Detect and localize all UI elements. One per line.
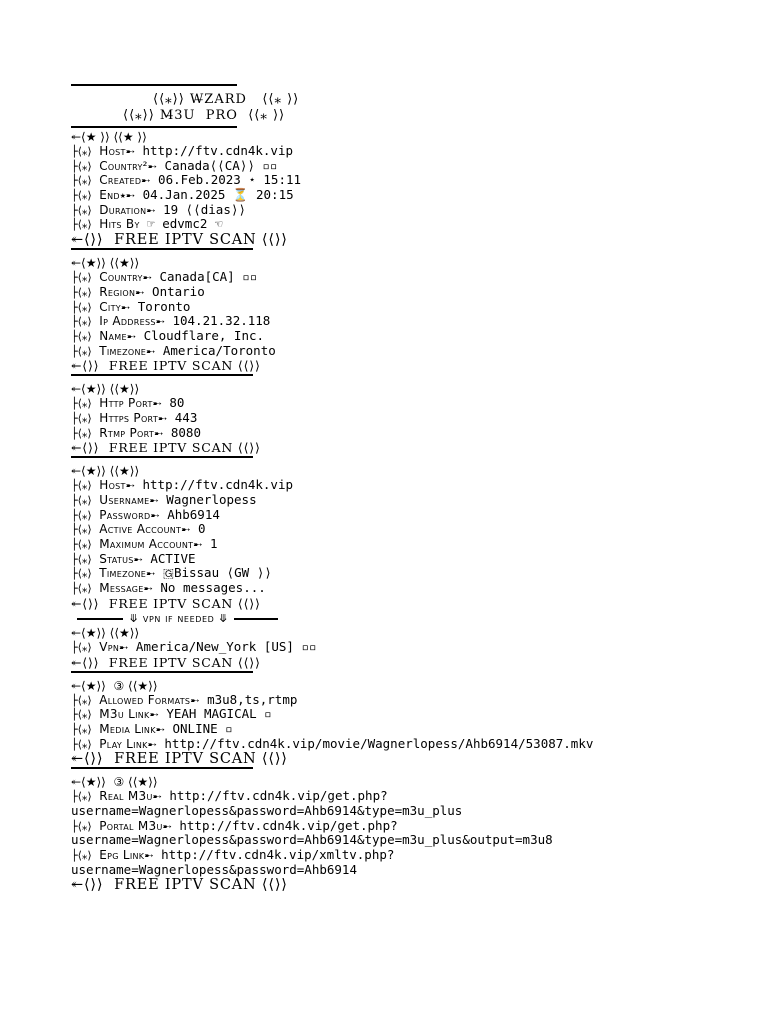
arrow-icon: ➸ [133,552,143,566]
row-prefix: ├⟨⁎⟩ [71,397,92,411]
divider [77,618,123,620]
row-prefix: ├⟨⁎⟩ [71,849,92,862]
arrow-icon: ➸ [158,411,168,425]
scan-footer: ↞⟨⟩⟩ FREE IPTV SCAN ⟨⟨⟩⟩ [71,595,261,611]
row-prefix: ├⟨⁎⟩ [71,508,92,522]
row-value: Canada⟨⟨CA⟩⟩ ▫▫ [164,157,278,173]
row-label: Play Link [99,736,148,751]
section-header: ↞⟨★⟩⟩ ③ ⟨⟨★⟩⟩ [71,775,158,790]
row-label: Timezone [99,566,147,581]
row-label: Timezone [99,343,147,358]
row-label: Duration [99,202,147,217]
divider [71,374,253,376]
row-label: Name [99,328,127,343]
section-account-info [71,144,751,232]
info-row [71,493,751,508]
info-row [71,640,751,655]
row-label: Rtmp Port [99,425,155,440]
row-value: ☞ edvmc2 ☜ [147,216,223,232]
arrow-icon: ➸ [162,819,172,833]
row-prefix: ├⟨⁎⟩ [71,582,92,596]
title-pro: PRO [205,108,238,123]
arrow-icon: ➸ [141,174,151,188]
title-wizard: ⟨⟨⁎⟩⟩ W̶ZARD [153,92,247,107]
row-value[interactable]: http://ftv.cdn4k.vip [142,143,294,158]
row-value: 1 [210,536,218,552]
row-prefix: ├⟨⁎⟩ [71,159,92,173]
row-prefix: ├⟨⁎⟩ [71,285,92,299]
section-credentials [71,478,751,596]
row-value: 80 [169,395,185,411]
title-m3u: ⟨⟨⁎⟩⟩ M̶3U [123,108,196,123]
title-ornament: ⟨⟨⁎ ⟩⟩ [248,108,286,123]
info-row [71,819,751,834]
row-value[interactable]: http://ftv.cdn4k.vip/get.php? [169,788,388,804]
row-value: Toronto [137,298,191,314]
info-row [71,478,751,493]
row-prefix: ├⟨⁎⟩ [71,640,92,654]
row-label: Hits By [99,217,140,232]
info-row [71,848,751,863]
arrow-icon: ➸ [147,159,158,173]
row-prefix: ├⟨⁎⟩ [71,494,92,507]
row-label: Media Link [99,721,156,736]
row-prefix: ├⟨⁎⟩ [71,722,92,736]
row-label: Ip Address [99,314,156,329]
section-header: ↞⟨★⟩⟩ ⟨⟨★⟩⟩ [71,382,140,397]
arrow-icon: ➸ [143,582,153,596]
row-value: 443 [174,409,198,425]
info-row [71,217,751,232]
scan-footer: ↞⟨⟩⟩ FREE IPTV SCAN ⟨⟨⟩⟩ [71,232,288,249]
section-header: ↞⟨★ ⟩⟩ ⟨⟨★ ⟩⟩ [71,130,147,144]
info-row [71,552,751,567]
arrow-icon: ➸ [152,790,162,804]
arrow-icon: ➸ [181,523,191,537]
row-value: No messages... [160,580,266,596]
vpn-divider-label: ⤋ vpn if needed ⤋ [129,611,229,625]
row-prefix: ├⟨⁎⟩ [71,174,92,188]
row-label: Country² [99,158,148,173]
arrow-icon: ➸ [147,737,157,751]
title-ornament: ⟨⟨⁎ ⟩⟩ [262,92,300,107]
row-value: 06.Feb.2023 ⋆ 15:11 [158,172,302,188]
row-value: Ahb6914 [167,506,220,522]
row-value[interactable]: http://ftv.cdn4k.vip/get.php? [179,817,398,833]
row-prefix: ├⟨⁎⟩ [71,693,92,707]
section-links [71,693,751,752]
row-value: m3u8,ts,rtmp [207,691,298,707]
section-header: ↞⟨★⟩⟩ ③ ⟨⟨★⟩⟩ [71,678,158,693]
row-prefix: ├⟨⁎⟩ [71,819,92,833]
info-row [71,144,751,159]
arrow-icon: ➸ [126,329,137,343]
info-row [71,737,751,752]
row-prefix: ├⟨⁎⟩ [71,538,92,552]
row-label: Username [99,493,150,507]
arrow-icon: ➸ [119,640,129,654]
info-row [71,537,751,552]
info-row [71,203,751,218]
info-row [71,426,751,441]
vpn-divider [71,612,751,626]
row-label: City [99,299,121,314]
section-header: ↞⟨★⟩⟩ ⟨⟨★⟩⟩ [71,256,140,271]
info-row [71,270,751,285]
row-value[interactable]: http://ftv.cdn4k.vip/movie/Wagnerlopess/Ahb6914/53087.mkv [164,735,594,751]
info-row [71,396,751,411]
section-header: ↞⟨★⟩⟩ ⟨⟨★⟩⟩ [71,464,140,479]
section-ports [71,396,751,440]
row-prefix: ├⟨⁎⟩ [71,737,92,751]
arrow-icon: ➸ [125,479,135,493]
scan-footer: ↞⟨⟩⟩ FREE IPTV SCAN ⟨⟨⟩⟩ [71,751,288,768]
info-row [71,300,751,315]
row-prefix: ├⟨⁎⟩ [71,329,92,343]
info-row [71,522,751,537]
row-prefix: ├⟨⁎⟩ [71,708,92,722]
row-prefix: ├⟨⁎⟩ [71,411,92,425]
row-value: 104.21.32.118 [172,313,271,329]
arrow-icon: ➸ [142,271,152,285]
section-vpn [71,640,751,655]
info-row [71,344,751,359]
row-prefix: ├⟨⁎⟩ [71,523,92,537]
arrow-icon: ➸ [135,285,145,299]
info-row [71,789,751,804]
section-playlist-links [71,789,751,877]
row-label: Portal M3u [99,818,163,833]
row-label: End [99,188,120,203]
row-value: ACTIVE [150,550,196,566]
scan-footer: ↞⟨⟩⟩ FREE IPTV SCAN ⟨⟨⟩⟩ [71,877,288,894]
info-row [71,285,751,300]
row-prefix: ├⟨⁎⟩ [71,203,92,217]
row-value: 8080 [170,424,201,440]
title-line-2 [71,108,751,124]
document [71,84,751,893]
divider [71,767,253,769]
divider [71,248,253,250]
row-value: YEAH MAGICAL ▫ [166,706,272,722]
row-value-continued[interactable]: username=Wagnerlopess&password=Ahb6914&type=m3u_plus&output=m3u8 [71,832,553,848]
info-row [71,693,751,708]
row-value: 19 ⟨⟨dias⟩⟩ [163,201,246,217]
arrow-icon: ➸ [146,567,156,581]
row-value-continued[interactable]: username=Wagnerlopess&password=Ahb6914 [71,861,357,877]
row-label: Https Port [99,410,159,425]
scan-footer: ↞⟨⟩⟩ FREE IPTV SCAN ⟨⟨⟩⟩ [71,358,261,374]
info-row [71,188,751,203]
arrow-icon: ➸ [190,693,200,707]
row-label: Epg Link [99,848,145,862]
scan-footer: ↞⟨⟩⟩ FREE IPTV SCAN ⟨⟨⟩⟩ [71,440,261,456]
row-prefix: ├⟨⁎⟩ [71,218,92,232]
info-row [71,581,751,596]
divider [234,618,278,620]
row-prefix: ├⟨⁎⟩ [71,271,92,285]
row-label: Region [99,284,136,299]
arrow-icon: ➸ [146,203,156,217]
row-label: Status [99,551,134,566]
row-value: America/Toronto [162,342,276,358]
info-row [71,722,751,737]
row-prefix: ├⟨⁎⟩ [71,145,92,158]
arrow-icon: ➸ [125,145,135,158]
info-row [71,707,751,722]
row-value: Ontario [152,283,205,299]
row-value[interactable]: http://ftv.cdn4k.vip [142,477,294,493]
info-row [71,508,751,523]
divider [71,84,237,86]
row-prefix: ├⟨⁎⟩ [71,552,92,566]
row-prefix: ├⟨⁎⟩ [71,479,92,493]
row-prefix: ├⟨⁎⟩ [71,344,92,358]
row-label: Allowed Formats [99,692,191,707]
divider [71,126,237,128]
row-label: Password [99,507,151,522]
divider [71,671,253,673]
row-prefix: ├⟨⁎⟩ [71,300,92,314]
row-prefix: ├⟨⁎⟩ [71,315,92,329]
row-prefix: ├⟨⁎⟩ [71,426,92,440]
scan-footer: ↞⟨⟩⟩ FREE IPTV SCAN ⟨⟨⟩⟩ [71,654,261,670]
info-row [71,411,751,426]
arrow-icon: ➸ [149,708,159,722]
arrow-icon: ➸ [149,494,159,507]
arrow-icon: ⭑➸ [119,189,136,203]
divider [71,456,253,458]
row-label: Country [99,270,143,285]
arrow-icon: ➸ [155,315,165,329]
arrow-icon: ➸ [155,722,165,736]
row-label: Active Account [99,522,182,537]
section-location-info [71,270,751,358]
arrow-icon: ➸ [150,508,160,522]
row-value: 04.Jan.2025 ⏳ 20:15 [142,187,294,203]
row-prefix: ├⟨⁎⟩ [71,567,92,581]
info-row [71,329,751,344]
row-value: America/New_York [US] ▫▫ [135,638,317,654]
arrow-icon: ➸ [144,849,154,862]
row-value: 🇬Bissau ⟨GW ⟩⟩ [162,565,272,581]
info-row [71,314,751,329]
section-header: ↞⟨★⟩⟩ ⟨⟨★⟩⟩ [71,625,140,640]
arrow-icon: ➸ [193,538,203,552]
row-prefix: ├⟨⁎⟩ [71,790,92,804]
row-value: ONLINE ▫ [172,720,233,736]
row-label: Message [99,581,144,596]
row-label: Real M3u [99,789,153,804]
row-value: Cloudflare, Inc. [143,327,265,343]
info-row [71,173,751,188]
row-value: 0 [198,521,206,537]
row-label: Http Port [99,396,153,411]
row-label: Maximum Account [99,537,194,552]
row-label: Host [99,478,126,493]
info-row [71,566,751,581]
row-prefix: ├⟨⁎⟩ [71,189,92,203]
arrow-icon: ➸ [154,426,164,440]
row-label: Created [99,173,142,188]
row-label: Vpn [99,639,120,654]
row-value[interactable]: http://ftv.cdn4k.vip/xmltv.php? [161,847,395,862]
row-value: Canada[CA] ▫▫ [159,269,258,285]
info-row [71,159,751,174]
arrow-icon: ➸ [146,344,156,358]
row-value-continued[interactable]: username=Wagnerlopess&password=Ahb6914&type=m3u_plus [71,802,463,818]
row-value: Wagnerlopess [166,492,257,507]
row-label: M3u Link [99,707,150,722]
arrow-icon: ➸ [120,300,131,314]
arrow-icon: ➸ [152,397,162,411]
title-line-1 [71,92,751,108]
row-label: Host [99,144,126,158]
